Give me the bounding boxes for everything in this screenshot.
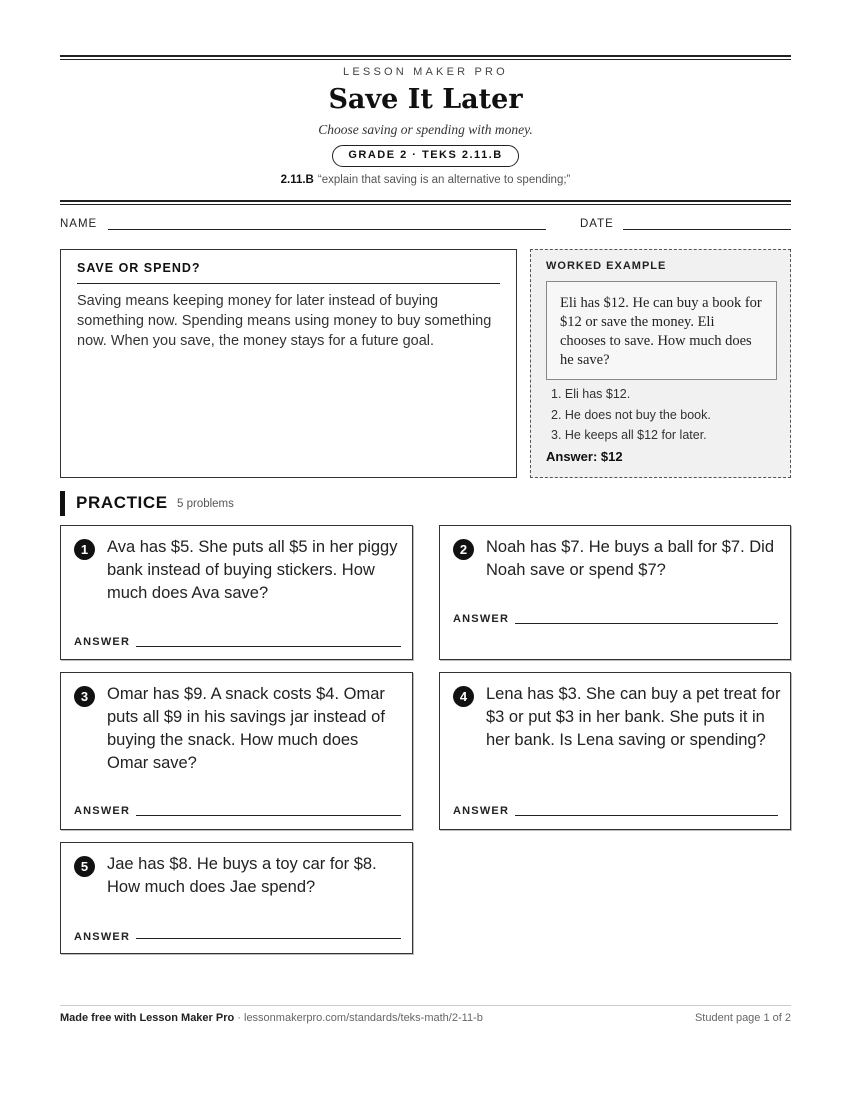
footer-credit (60, 1012, 483, 1024)
problem-number-badge: 3 (74, 686, 95, 707)
worked-example-steps (551, 384, 711, 446)
name-label: NAME (60, 218, 98, 230)
problem-card-4 (439, 672, 791, 830)
answer-line-5[interactable] (136, 938, 401, 939)
answer-line-1[interactable] (136, 646, 401, 647)
worksheet-page (60, 0, 791, 1100)
standard-code: 2.11.B (280, 174, 314, 186)
answer-label: ANSWER (74, 931, 131, 943)
worked-step: 2. He does not buy the book. (551, 407, 711, 422)
footer-rule (60, 1005, 791, 1006)
footer-page-number: Student page 1 of 2 (694, 1012, 791, 1024)
problem-number-badge: 5 (74, 856, 95, 877)
concept-body: Saving means keeping money for later instead of buying something now. Spending means using money to buy something now. When you save, the money stays for a future goal. (77, 293, 492, 349)
worked-step: 3. He keeps all $12 for later. (551, 428, 707, 442)
practice-title: PRACTICE (76, 493, 168, 512)
header-bottom-rule (60, 200, 791, 202)
grade-badge: GRADE 2 · TEKS 2.11.B (332, 145, 519, 167)
answer-line-4[interactable] (515, 815, 778, 816)
problem-card-3 (60, 672, 413, 830)
worked-example-problem: Eli has $12. He can buy a book for $12 or save the money. Eli chooses to save. How much does he save? (546, 281, 777, 380)
concept-box (60, 249, 517, 478)
problem-card-2 (439, 525, 791, 660)
date-field[interactable] (623, 229, 791, 230)
name-field[interactable] (108, 229, 546, 230)
answer-label: ANSWER (74, 805, 131, 817)
concept-heading: SAVE OR SPEND? (77, 261, 500, 284)
worked-example-box (530, 249, 791, 478)
answer-label: ANSWER (453, 805, 510, 817)
answer-label: ANSWER (453, 613, 510, 625)
answer-label: ANSWER (74, 636, 131, 648)
date-label: DATE (580, 218, 614, 230)
standard-line (60, 174, 791, 186)
worked-example-answer: Answer: $12 (546, 449, 623, 464)
answer-line-3[interactable] (136, 815, 401, 816)
practice-count: 5 problems (177, 498, 234, 510)
problem-text: Lena has $3. She can buy a pet treat for $3 or put $3 in her bank. She puts it in her bank. Is Lena saving or spending? (486, 685, 781, 749)
problem-card-1 (60, 525, 413, 660)
worked-example-heading: WORKED EXAMPLE (546, 260, 667, 272)
page-subtitle: Choose saving or spending with money. (318, 122, 533, 137)
problem-card-5 (60, 842, 413, 954)
standard-text: “explain that saving is an alternative to spending;” (317, 174, 571, 186)
page-title: Save It Later (328, 84, 523, 115)
footer-url[interactable]: · lessonmakerpro.com/standards/teks-math/2-11-b (234, 1012, 483, 1024)
problem-text: Jae has $8. He buys a toy car for $8. How much does Jae spend? (107, 855, 377, 896)
worked-step: 1. Eli has $12. (551, 387, 631, 401)
problem-text: Omar has $9. A snack costs $4. Omar puts all $9 in his savings jar instead of buying the snack. How much does Omar save? (107, 685, 385, 772)
problem-number-badge: 2 (453, 539, 474, 560)
problem-text: Ava has $5. She puts all $5 in her piggy bank instead of buying stickers. How much does Ava save? (107, 538, 398, 602)
problem-number-badge: 4 (453, 686, 474, 707)
answer-line-2[interactable] (515, 623, 778, 624)
problem-number-badge: 1 (74, 539, 95, 560)
footer-brand: Made free with Lesson Maker Pro (60, 1012, 235, 1024)
practice-accent-bar (60, 491, 65, 516)
brand-name: LESSON MAKER PRO (343, 66, 508, 78)
top-rule (60, 55, 791, 57)
problem-text: Noah has $7. He buys a ball for $7. Did Noah save or spend $7? (486, 538, 775, 579)
